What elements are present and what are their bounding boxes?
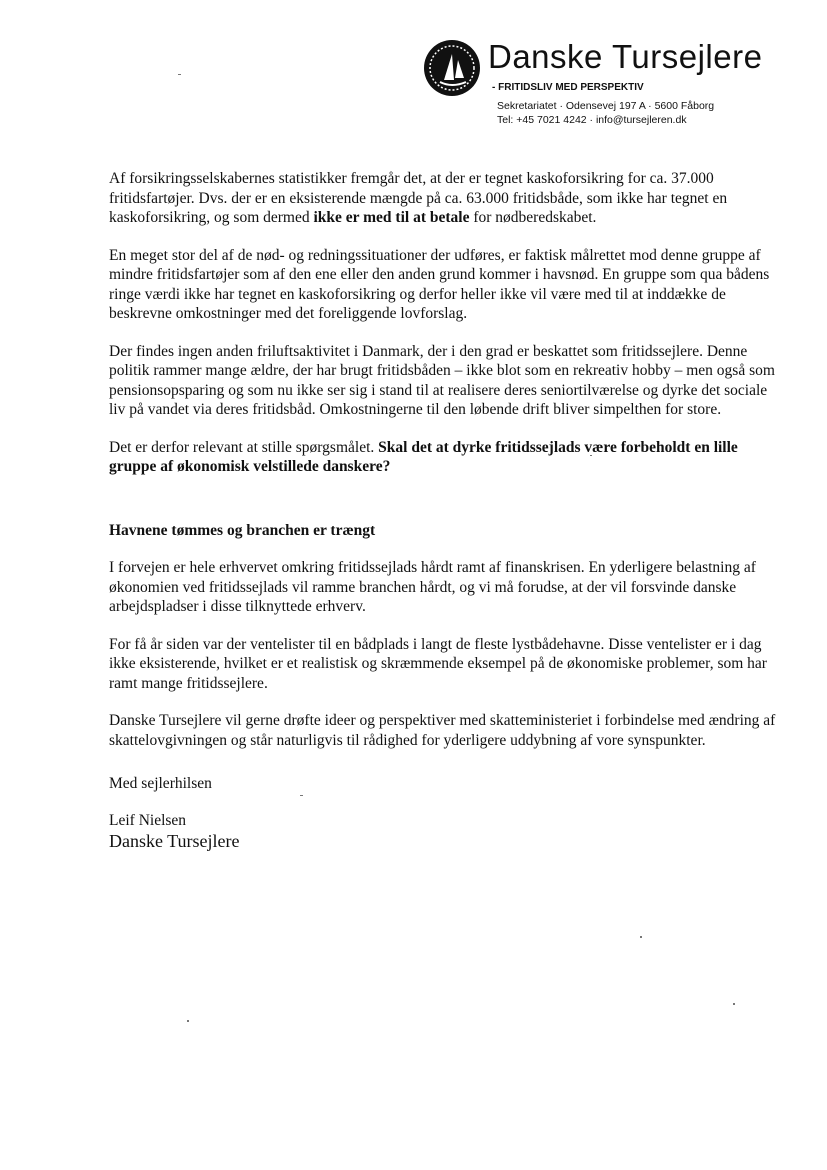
emphasis-text: ikke er med til at betale (313, 209, 470, 226)
paragraph-dialogue: Danske Tursejlere vil gerne drøfte ideer og perspektiver med skatteministeriet i forbindelse med ændring af skattelovgivningen og står naturligvis til rådighed for yderligere uddybning af vore synspunkter. (109, 712, 776, 749)
scan-speck (187, 1020, 189, 1022)
org-contact: Tel: +45 7021 4242 · info@tursejleren.dk (497, 114, 687, 126)
paragraph-text: for nødberedskabet. (469, 209, 597, 226)
scan-speck (178, 74, 181, 75)
paragraph-text: Af forsikringsselskabernes statistikker fremgår det, at der er tegnet kaskoforsikring for ca. 37.000 fritidsfartøjer. Dvs. der er en eksisterende mængde på ca. 63.000 fritidsbåde, som ikke har tegnet en kaskoforsikring, og som dermed (109, 170, 728, 226)
paragraph-taxation: Der findes ingen anden friluftsaktivitet i Danmark, der i den grad er beskattet som fritidssejlere. Denne politik rammer mange ældre, der har brugt fritidsbåden – ikke blot som en rekreativ hobby – men også som pensionsopsparing og som nu ikke ser sig i stand til at realisere deres seniortilværelse og dyrke det sociale liv på vandet via deres fritidsbåd. Omkostningerne til den løbende drift bliver simpelthen for store. (109, 342, 775, 418)
org-tagline: - FRITIDSLIV MED PERSPEKTIV (492, 82, 644, 93)
signer-org: Danske Tursejlere (109, 831, 240, 851)
scan-speck (640, 936, 642, 938)
paragraph-insurance (109, 169, 784, 228)
signer-name: Leif Nielsen (109, 811, 187, 829)
letter-body (109, 169, 784, 852)
letterhead (420, 34, 820, 134)
scan-speck (590, 455, 592, 456)
question-text: Skal det at dyrke fritidssejlads være forbeholdt en lille gruppe af økonomisk velstillede danskere? (109, 438, 738, 475)
sailboat-emblem-icon (422, 38, 482, 98)
paragraph-rescue: En meget stor del af de nød- og redningssituationer der udføres, er faktisk målrettet mod denne gruppe af mindre fritidsfartøjer som af den ene eller den anden grund kommer i havsnød. En gruppe som qua bådens ringe værdi ikke har tegnet en kaskoforsikring og derfor heller ikke vil være med til at inddække de beskrevne omkostninger med det foreliggende lovforslag. (109, 246, 770, 322)
scan-speck (300, 795, 303, 796)
scan-speck (733, 1003, 735, 1005)
org-name: Danske Tursejlere (488, 38, 763, 75)
paragraph-industry: I forvejen er hele erhvervet omkring fritidssejlads hårdt ramt af finanskrisen. En yderligere belastning af økonomien ved fritidssejlads vil ramme branchen hårdt, og vi må forudse, at der vil forsvinde danske arbejdspladser i disse tilknyttede erhverv. (109, 559, 756, 615)
paragraph-question (109, 438, 784, 477)
paragraph-waitinglists: For få år siden var der ventelister til en bådplads i langt de fleste lystbådehavne. Disse ventelister er i dag ikke eksisterende, hvilket er et realistisk og skræmmende eksempel på de økonomiske problemer, som har ramt mange fritidssejlere. (109, 635, 767, 692)
greeting: Med sejlerhilsen (109, 775, 212, 792)
section-heading: Havnene tømmes og branchen er trængt (109, 521, 376, 539)
org-address: Sekretariatet · Odensevej 197 A · 5600 Fåborg (497, 100, 715, 112)
closing (109, 774, 784, 852)
paragraph-text: Det er derfor relevant at stille spørgsmålet. (109, 438, 379, 456)
